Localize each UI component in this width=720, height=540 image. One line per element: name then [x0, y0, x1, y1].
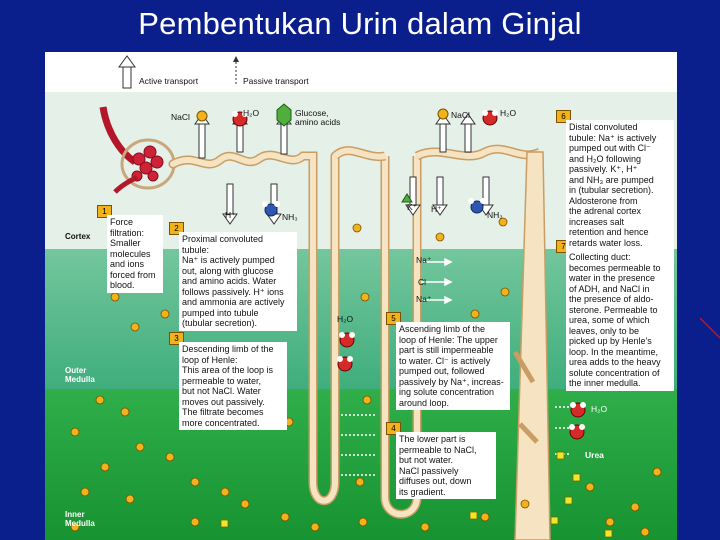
- h2o-label: H₂O: [243, 108, 260, 118]
- passive-transport-arrow-icon: [233, 56, 239, 86]
- nh3-label: NH₃: [487, 210, 503, 220]
- active-transport-label: Active transport: [139, 76, 199, 86]
- naplus-label: Na⁺: [416, 294, 432, 304]
- water-molecule-icon: [569, 424, 585, 439]
- urea-label: Urea: [585, 450, 604, 460]
- step-7-text: Collecting duct: becomes permeable to water in the presence of ADH, and NaCl in the presence of aldo- sterone. Permeable to urea, some of which leaves, only to be picked up by Henle's loop. In the meantime, urea adds to the heavy solute concentration of the inner medulla.: [566, 250, 674, 391]
- water-molecule-icon: [339, 332, 355, 347]
- collecting-duct: [515, 152, 550, 540]
- h2o-label: H₂O: [337, 314, 354, 324]
- h2o-label: H₂O: [591, 404, 608, 414]
- step-6-badge: 6: [556, 110, 571, 123]
- active-transport-arrow-icon: [119, 56, 135, 88]
- cl-label: Cl: [418, 277, 427, 287]
- step-7-badge: 7: [556, 240, 571, 253]
- step-2-text: Proximal convoluted tubule: Na⁺ is actively pumped out, along with glucose and amino acids. Water follows passively. H⁺ ions and ammonia are actively pumped into tubule (tubular secretion).: [179, 232, 297, 331]
- slide-title: Pembentukan Urin dalam Ginjal: [138, 6, 582, 41]
- kplus-label: K⁺: [407, 202, 418, 212]
- h2o-label: H₂O: [500, 108, 517, 118]
- hplus-label: H⁺: [431, 204, 442, 214]
- step-1-text: Force filtration: Smaller molecules and ions forced from blood.: [107, 215, 163, 293]
- step-6-text: Distal convoluted tubule: Na⁺ is actively pumped out with Cl⁻ and H₂O following passively. K⁺, H⁺ and NH₃ are pumped in (tubular secretion). Aldosterone from the adrenal cortex increases salt retention and hence retards water loss.: [566, 120, 674, 250]
- nh3-label: NH₃: [282, 212, 298, 222]
- inner-medulla-label-1: Inner: [65, 510, 85, 519]
- amino-acids-label: amino acids: [295, 117, 341, 127]
- outer-medulla-label-2: Medulla: [65, 375, 95, 384]
- hplus-label: H⁺: [225, 210, 236, 220]
- step-2-badge: 2: [169, 222, 184, 235]
- nacl-molecule-icon: [197, 111, 207, 121]
- nacl-label: NaCl: [171, 112, 190, 122]
- cortex-label: Cortex: [65, 232, 91, 241]
- step-4-badge: 4: [386, 422, 401, 435]
- decorative-line: [700, 318, 720, 340]
- glucose-label: Glucose,: [295, 108, 329, 118]
- inner-medulla-label-2: Medulla: [65, 519, 95, 528]
- water-molecule-icon: [337, 356, 353, 371]
- water-molecule-icon: [570, 402, 586, 417]
- passive-transport-label: Passive transport: [243, 76, 309, 86]
- water-molecule-icon: [482, 110, 498, 125]
- naplus-label: Na⁺: [416, 255, 432, 265]
- glomerulus-icon: [103, 107, 174, 192]
- step-1-badge: 1: [97, 205, 112, 218]
- nacl-label: NaCl: [451, 110, 470, 120]
- step-3-text: Descending limb of the loop of Henle: This area of the loop is permeable to water, but not NaCl. Water moves out passively. The filtrate becomes more concentrated.: [179, 342, 287, 430]
- outer-medulla-label-1: Outer: [65, 366, 87, 375]
- step-4-text: The lower part is permeable to NaCl, but not water. NaCl passively diffuses out, down its gradient.: [396, 432, 496, 499]
- step-5-text: Ascending limb of the loop of Henle: The upper part is still impermeable to water. Cl⁻ is actively pumped out, followed passively by Na⁺, increas- ing solute concentration around loop.: [396, 322, 510, 410]
- step-3-badge: 3: [169, 332, 184, 345]
- nacl-molecule-icon: [438, 109, 448, 119]
- step-5-badge: 5: [386, 312, 401, 325]
- nephron-diagram: [45, 52, 677, 540]
